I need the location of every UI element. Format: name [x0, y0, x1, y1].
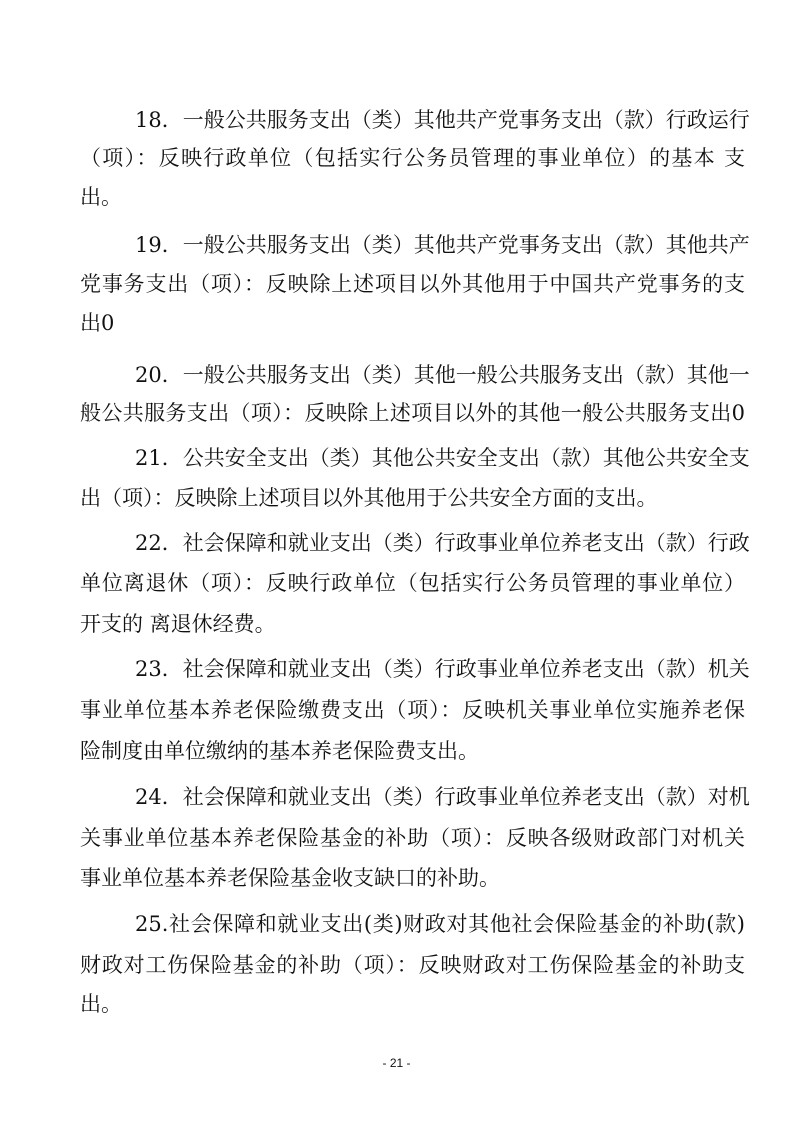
paragraph-24-line-1: 24．社会保障和就业支出（类）行政事业单位养老支出（款）对机: [135, 785, 750, 809]
paragraph-25-line-3: 出。: [80, 992, 122, 1016]
paragraph-21-line-2: 出（项）：反映除上述项目以外其他用于公共安全方面的支出。: [80, 486, 658, 510]
paragraph-22-line-3: 开支的 离退休经费。: [80, 612, 276, 636]
paragraph-22-line-1: 22．社会保障和就业支出（类）行政事业单位养老支出（款）行政: [135, 531, 750, 555]
page-number: - 21 -: [382, 1056, 411, 1070]
paragraph-25-line-1: 25.社会保障和就业支出(类)财政对其他社会保险基金的补助(款): [135, 912, 745, 936]
paragraph-23-line-2: 事业单位基本养老保险缴费支出（项）：反映机关事业单位实施养老保: [80, 698, 745, 722]
paragraph-18-line-3: 出。: [80, 185, 122, 209]
paragraph-25-line-2: 财政对工伤保险基金的补助（项）：反映财政对工伤保险基金的补助支: [80, 953, 745, 977]
paragraph-23-line-3: 险制度由单位缴纳的基本养老保险费支出。: [80, 739, 479, 763]
paragraph-19-line-2: 党事务支出（项）：反映除上述项目以外其他用于中国共产党事务的支: [80, 272, 745, 296]
paragraph-20-line-1: 20．一般公共服务支出（类）其他一般公共服务支出（款）其他一: [135, 363, 750, 387]
paragraph-24-line-3: 事业单位基本养老保险基金收支缺口的补助。: [80, 866, 500, 890]
paragraph-19-line-3: 出0: [80, 311, 115, 335]
paragraph-20-line-2: 般公共服务支出（项）：反映除上述项目以外的其他一般公共服务支出0: [80, 401, 745, 425]
paragraph-18-line-1: 18．一般公共服务支出（类）其他共产党事务支出（款）行政运行: [135, 108, 750, 132]
paragraph-22-line-2: 单位离退休（项）：反映行政单位（包括实行公务员管理的事业单位）: [80, 571, 745, 595]
paragraph-23-line-1: 23．社会保障和就业支出（类）行政事业单位养老支出（款）机关: [135, 657, 750, 681]
paragraph-19-line-1: 19．一般公共服务支出（类）其他共产党事务支出（款）其他共产: [135, 233, 750, 257]
paragraph-21-line-1: 21．公共安全支出（类）其他公共安全支出（款）其他公共安全支: [135, 446, 750, 470]
paragraph-18-line-2: （项）：反映行政单位（包括实行公务员管理的事业单位）的基本 支: [80, 146, 745, 170]
paragraph-24-line-2: 关事业单位基本养老保险基金的补助（项）：反映各级财政部门对机关: [80, 826, 745, 850]
